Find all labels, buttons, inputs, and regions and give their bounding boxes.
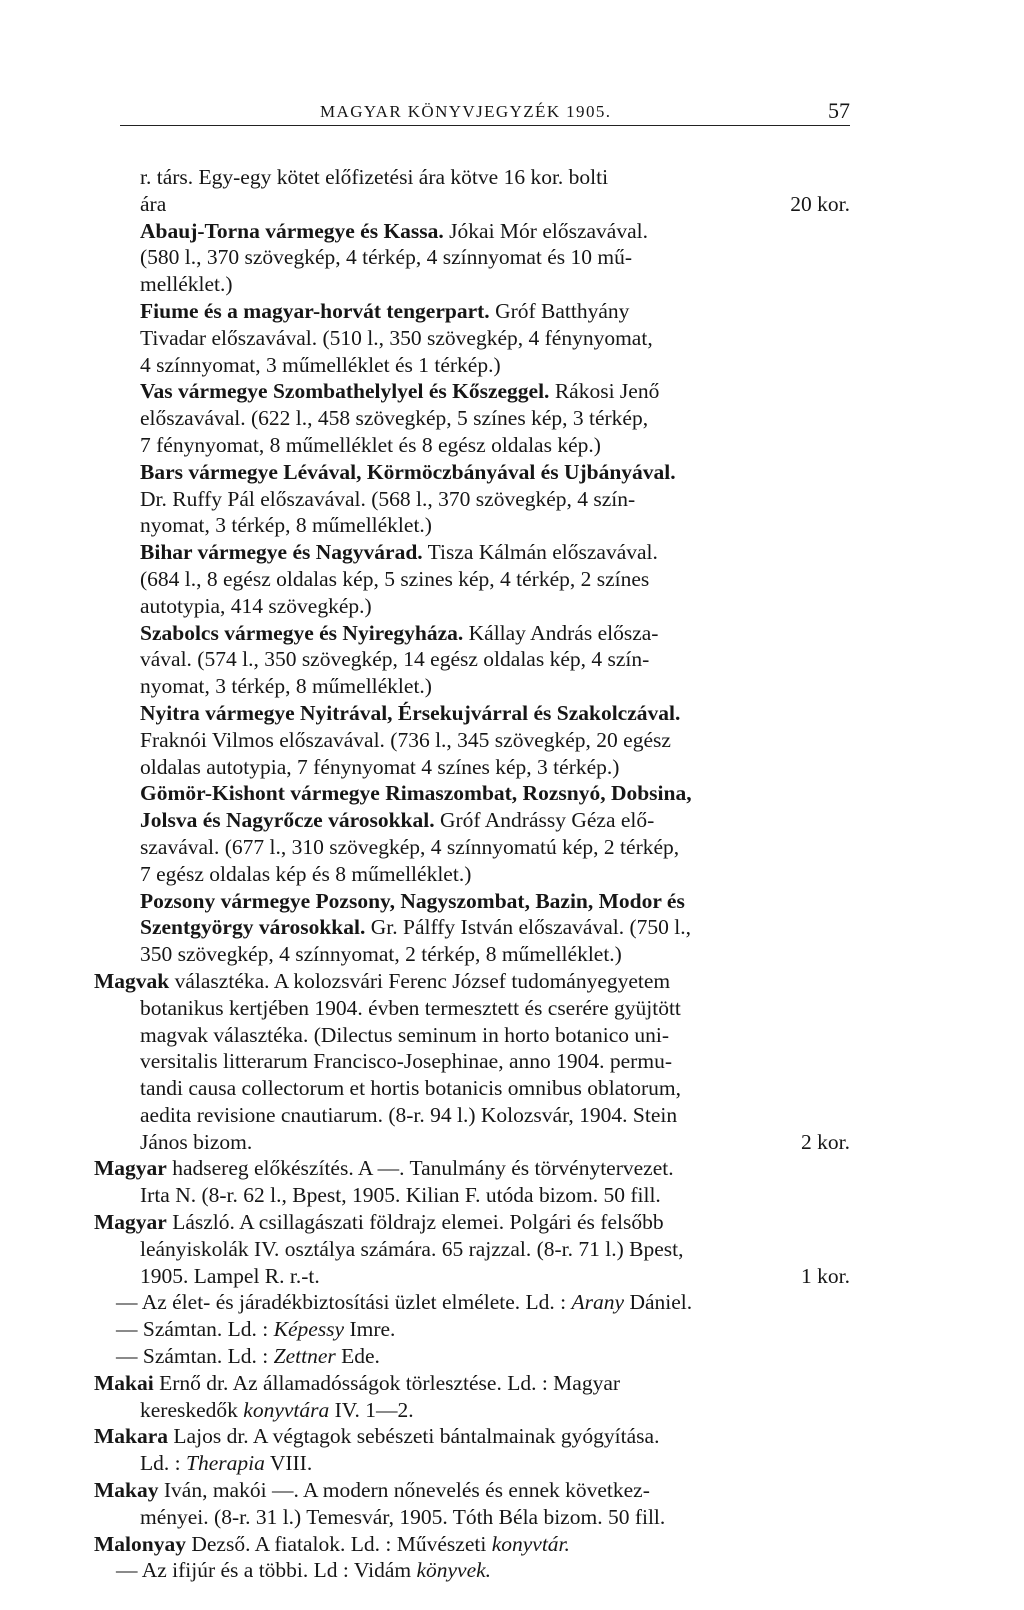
text-line: oldalas autotypia, 7 fénynyomat 4 színes kép, 3 térkép.) bbox=[140, 754, 620, 779]
text-line: ményei. (8-r. 31 l.) Temesvár, 1905. Tóth Béla bizom. 50 fill. bbox=[140, 1504, 666, 1529]
entry-title: Szentgyörgy városokkal. bbox=[140, 915, 366, 940]
text-line: magvak választéka. (Dilectus seminum in horto botanico uni- bbox=[140, 1022, 669, 1047]
entry-heading-line: Vas vármegye Szombathelylyel és Kőszeggel. Rákosi Jenő bbox=[140, 379, 660, 404]
entry-author: Magyar bbox=[94, 1210, 167, 1235]
entry-title: Gömör-Kishont vármegye Rimaszombat, Rozsnyó, Dobsina, bbox=[140, 781, 692, 806]
entry-title: Fiume és a magyar-horvát tengerpart. bbox=[140, 298, 490, 323]
price: 2 kor. bbox=[801, 1129, 850, 1154]
header-rule bbox=[120, 125, 850, 126]
entry-heading-line bbox=[94, 700, 850, 727]
entry-title: Szabolcs vármegye és Nyiregyháza. bbox=[140, 620, 464, 645]
entry-author: Magvak bbox=[94, 968, 170, 993]
entry-title: Vas vármegye Szombathelylyel és Kőszeggel. bbox=[140, 379, 550, 404]
text-line: leányiskolák IV. osztálya számára. 65 rajzzal. (8-r. 71 l.) Bpest, bbox=[140, 1236, 684, 1261]
text-line: tandi causa collectorum et hortis botanicis omnibus oblatorum, bbox=[140, 1076, 681, 1101]
text-line: nyomat, 3 térkép, 8 műmelléklet.) bbox=[140, 513, 432, 538]
text-line: kereskedők konyvtára IV. 1—2. bbox=[140, 1397, 414, 1422]
entry-heading-line: Makara Lajos dr. A végtagok sebészeti bántalmainak gyógyítása. bbox=[94, 1424, 660, 1449]
text-line: Fraknói Vilmos előszavával. (736 l., 345 szövegkép, 20 egész bbox=[140, 727, 671, 752]
text-line: — Számtan. Ld. : Képessy Imre. bbox=[116, 1317, 396, 1342]
entry-title: Jolsva és Nagyrőcze városokkal. bbox=[140, 808, 435, 833]
running-title: MAGYAR KÖNYVJEGYZÉK 1905. bbox=[320, 102, 612, 121]
text-line: Dr. Ruffy Pál előszavával. (568 l., 370 szövegkép, 4 szín- bbox=[140, 486, 636, 511]
entry-heading-line: Magyar hadsereg előkészítés. A —. Tanulmány és törvénytervezet. bbox=[94, 1156, 674, 1181]
text-line: versitalis litterarum Francisco-Josephinae, anno 1904. permu- bbox=[140, 1049, 672, 1074]
text-line: 350 szövegkép, 4 színnyomat, 2 térkép, 8 műmelléklet.) bbox=[140, 942, 622, 967]
text-line: — Számtan. Ld. : Zettner Ede. bbox=[116, 1344, 380, 1369]
text-line: — Az ifijúr és a többi. Ld : Vidám könyvek. bbox=[116, 1558, 492, 1583]
text-line: 7 fénynyomat, 8 műmelléklet és 8 egész oldalas kép.) bbox=[140, 432, 601, 457]
entry-author: Makara bbox=[94, 1424, 169, 1449]
entry-heading-line: Malonyay Dezső. A fiatalok. Ld. : Művészeti konyvtár. bbox=[94, 1531, 570, 1556]
entry-heading-line: Bihar vármegye és Nagyvárad. Tisza Kálmán előszavával. bbox=[140, 540, 658, 565]
text-line: Tivadar előszavával. (510 l., 350 szövegkép, 4 fénynyomat, bbox=[140, 325, 653, 350]
entry-author: Malonyay bbox=[94, 1531, 186, 1556]
text-line: Irta N. (8-r. 62 l., Bpest, 1905. Kilian F. utóda bizom. 50 fill. bbox=[140, 1183, 661, 1208]
entry-title: Bihar vármegye és Nagyvárad. bbox=[140, 540, 423, 565]
text-line: aedita revisione cnautiarum. (8-r. 94 l.) Kolozsvár, 1904. Stein bbox=[140, 1102, 678, 1127]
page-number: 57 bbox=[828, 98, 850, 123]
text-line: (684 l., 8 egész oldalas kép, 5 szines kép, 4 térkép, 2 színes bbox=[140, 566, 650, 591]
page-header bbox=[120, 86, 850, 126]
catalog-entries bbox=[94, 164, 850, 1584]
entry-author: Makay bbox=[94, 1478, 159, 1503]
entry-author: Magyar bbox=[94, 1156, 167, 1181]
text-line: 1905. Lampel R. r.-t. 1 kor. bbox=[140, 1263, 850, 1288]
entry-heading-line bbox=[94, 780, 850, 807]
text-line: autotypia, 414 szövegkép.) bbox=[140, 593, 372, 618]
entry-heading-line: Szentgyörgy városokkal. Gr. Pálffy István előszavával. (750 l., bbox=[140, 915, 691, 940]
text-line: előszavával. (622 l., 458 szövegkép, 5 színes kép, 3 térkép, bbox=[140, 406, 649, 431]
text-line: 7 egész oldalas kép és 8 műmelléklet.) bbox=[140, 861, 472, 886]
text-line: botanikus kertjében 1904. évben termesztett és cserére gyüjtött bbox=[140, 995, 681, 1020]
text-line: János bizom. 2 kor. bbox=[140, 1129, 850, 1154]
price: 1 kor. bbox=[801, 1263, 850, 1288]
entry-author: Makai bbox=[94, 1370, 154, 1395]
entry-heading-line: Makay Iván, makói —. A modern nőnevelés és ennek következ- bbox=[94, 1478, 650, 1503]
entry-heading-line: Abauj-Torna vármegye és Kassa. Jókai Mór előszavával. bbox=[140, 218, 648, 243]
text-line: nyomat, 3 térkép, 8 műmelléklet.) bbox=[140, 674, 432, 699]
entry-heading-line: Magyar László. A csillagászati földrajz elemei. Polgári és felsőbb bbox=[94, 1210, 664, 1235]
text-line: szavával. (677 l., 310 szövegkép, 4 színnyomatú kép, 2 térkép, bbox=[140, 834, 680, 859]
text-line: — Az élet- és járadékbiztosítási üzlet elmélete. Ld. : Arany Dániel. bbox=[116, 1290, 693, 1315]
entry-heading-line: Szabolcs vármegye és Nyiregyháza. Kállay András elősza- bbox=[140, 620, 659, 645]
entry-heading-line: Magvak választéka. A kolozsvári Ferenc József tudományegyetem bbox=[94, 968, 671, 993]
text-line: r. társ. Egy-egy kötet előfizetési ára kötve 16 kor. bolti bbox=[140, 165, 609, 189]
text-line: ára 20 kor. bbox=[140, 191, 850, 216]
text-line: Ld. : Therapia VIII. bbox=[140, 1451, 313, 1476]
entry-title: Pozsony vármegye Pozsony, Nagyszombat, Bazin, Modor és bbox=[140, 888, 685, 913]
entry-title: Nyitra vármegye Nyitrával, Érsekujvárral és Szakolczával. bbox=[140, 700, 681, 725]
text-line: melléklet.) bbox=[140, 272, 233, 297]
entry-heading-line bbox=[94, 888, 850, 915]
text-line: vával. (574 l., 350 szövegkép, 14 egész oldalas kép, 4 szín- bbox=[140, 647, 650, 672]
entry-heading-line: Fiume és a magyar-horvát tengerpart. Gróf Batthyány bbox=[140, 298, 630, 323]
text-line: (580 l., 370 szövegkép, 4 térkép, 4 színnyomat és 10 mű- bbox=[140, 245, 633, 270]
entry-title: Abauj-Torna vármegye és Kassa. bbox=[140, 218, 444, 243]
entry-title: Bars vármegye Lévával, Körmöczbányával és Ujbányával. bbox=[140, 459, 676, 484]
entry-heading-line bbox=[94, 459, 850, 486]
entry-heading-line: Makai Ernő dr. Az államadósságok törlesztése. Ld. : Magyar bbox=[94, 1370, 621, 1395]
text-line: 4 színnyomat, 3 műmelléklet és 1 térkép.) bbox=[140, 352, 501, 377]
entry-heading-line: Jolsva és Nagyrőcze városokkal. Gróf Andrássy Géza elő- bbox=[140, 808, 655, 833]
